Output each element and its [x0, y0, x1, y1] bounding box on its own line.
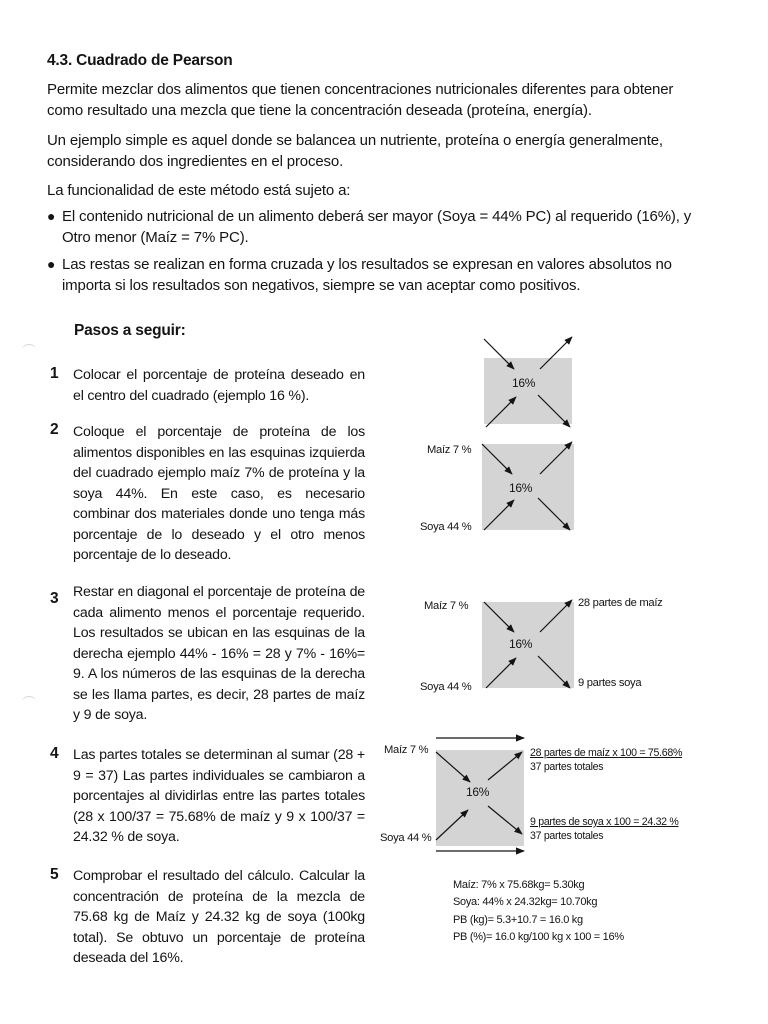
bullet-item: [47, 254, 707, 296]
bottom-arrow: [434, 846, 530, 856]
maiz-fraction-denominator: 37 partes totales: [530, 761, 604, 773]
bullet-icon: ●: [47, 256, 56, 272]
step-number: 5: [50, 866, 59, 883]
center-percent-label: 16%: [509, 637, 533, 651]
maiz-label: Maíz 7 %: [424, 600, 469, 612]
intro-paragraph-1: Permite mezclar dos alimentos que tienen concentraciones nutricionales diferentes para obtener como resultado una mezcla que tiene la concentración deseada (proteína, energía).: [47, 81, 674, 119]
step-number: 4: [50, 745, 59, 762]
calc-line-soya: Soya: 44% x 24.32kg= 10.70kg: [453, 896, 598, 909]
step-text: Las partes totales se determinan al sumar (28 + 9 = 37) Las partes individuales se cambiaron a porcentajes al dividirlas entre las partes totales (28 x 100/37 = 75.68% de maíz y 9 x 100/37 = 24.32 % de soya.: [73, 747, 365, 845]
scan-mark: [22, 696, 36, 707]
bullet-icon: ●: [47, 208, 56, 224]
section-title: 4.3. Cuadrado de Pearson: [47, 52, 233, 69]
step-text: Comprobar el resultado del cálculo. Calcular la concentración de proteína de la mezcla de 75.68 kg de Maíz y 24.32 kg de soya (100kg total). Se obtuvo un porcentaje de proteína deseada del 16%.: [73, 868, 365, 966]
center-percent-label: 16%: [466, 785, 490, 799]
bullet-text: Las restas se realizan en forma cruzada y los resultados se expresan en valores absolutos no importa si los resultados son negativos, siempre se van aceptar como positivos.: [62, 256, 672, 294]
maiz-parts-label: 28 partes de maíz: [578, 597, 663, 609]
maiz-fraction: [530, 746, 682, 774]
intro-paragraph-2: Un ejemplo simple es aquel donde se balancea un nutriente, proteína o energía generalmente, considerando dos ingredientes en el proceso.: [47, 132, 663, 170]
steps-heading: Pasos a seguir:: [74, 322, 186, 339]
step-text: Colocar el porcentaje de proteína deseado en el centro del cuadrado (ejemplo 16 %).: [73, 367, 365, 404]
calc-line-pb-percent: PB (%)= 16.0 kg/100 kg x 100 = 16%: [453, 930, 624, 943]
maiz-label: Maíz 7 %: [384, 744, 429, 756]
soya-label: Soya 44 %: [420, 681, 472, 693]
step-number: 3: [50, 590, 59, 607]
soya-label: Soya 44 %: [420, 521, 472, 533]
step-number: 1: [50, 365, 59, 382]
calc-line-maiz: Maíz: 7% x 75.68kg= 5.30kg: [453, 879, 585, 891]
intro-paragraph-3: La funcionalidad de este método está sujeto a:: [47, 182, 351, 199]
bullet-item: [47, 206, 707, 248]
step-text: Restar en diagonal el porcentaje de proteína de cada alimento menos el porcentaje requerido. Los resultados se ubican en las esquinas de la derecha ejemplo 44% - 16% = 28 y 7% - 16%= 9. A los números de las esquinas de la derecha se les llama partes, es decir, 28 partes de maíz y 9 de soya.: [73, 584, 365, 723]
soya-label: Soya 44 %: [380, 832, 432, 844]
center-percent-label: 16%: [509, 481, 533, 495]
soya-fraction-numerator: 9 partes de soya x 100 = 24.32 %: [530, 816, 679, 828]
calculation-block: [453, 877, 624, 946]
center-percent-label: 16%: [512, 376, 536, 390]
soya-fraction-denominator: 37 partes totales: [530, 830, 604, 842]
soya-parts-label: 9 partes soya: [578, 677, 642, 689]
calc-line-pb-kg: PB (kg)= 5.3+10.7 = 16.0 kg: [453, 913, 583, 926]
step-number: 2: [50, 421, 59, 438]
maiz-label: Maíz 7 %: [427, 444, 472, 456]
soya-fraction: [530, 815, 679, 843]
maiz-fraction-numerator: 28 partes de maíz x 100 = 75.68%: [530, 747, 683, 759]
square-shape: [484, 358, 572, 424]
scan-mark: [22, 344, 36, 355]
step-text: Coloque el porcentaje de proteína de los alimentos disponibles en las esquinas izquierda del cuadrado ejemplo maíz 7% de proteína y la soya 44%. En este caso, es necesario combinar dos materiales donde uno tenga más porcentaje de lo deseado y el otro menos porcentaje de lo deseado.: [73, 424, 365, 563]
bullet-text: El contenido nutricional de un alimento deberá ser mayor (Soya = 44% PC) al requerido (16%), y Otro menor (Maíz = 7% PC).: [62, 208, 692, 246]
